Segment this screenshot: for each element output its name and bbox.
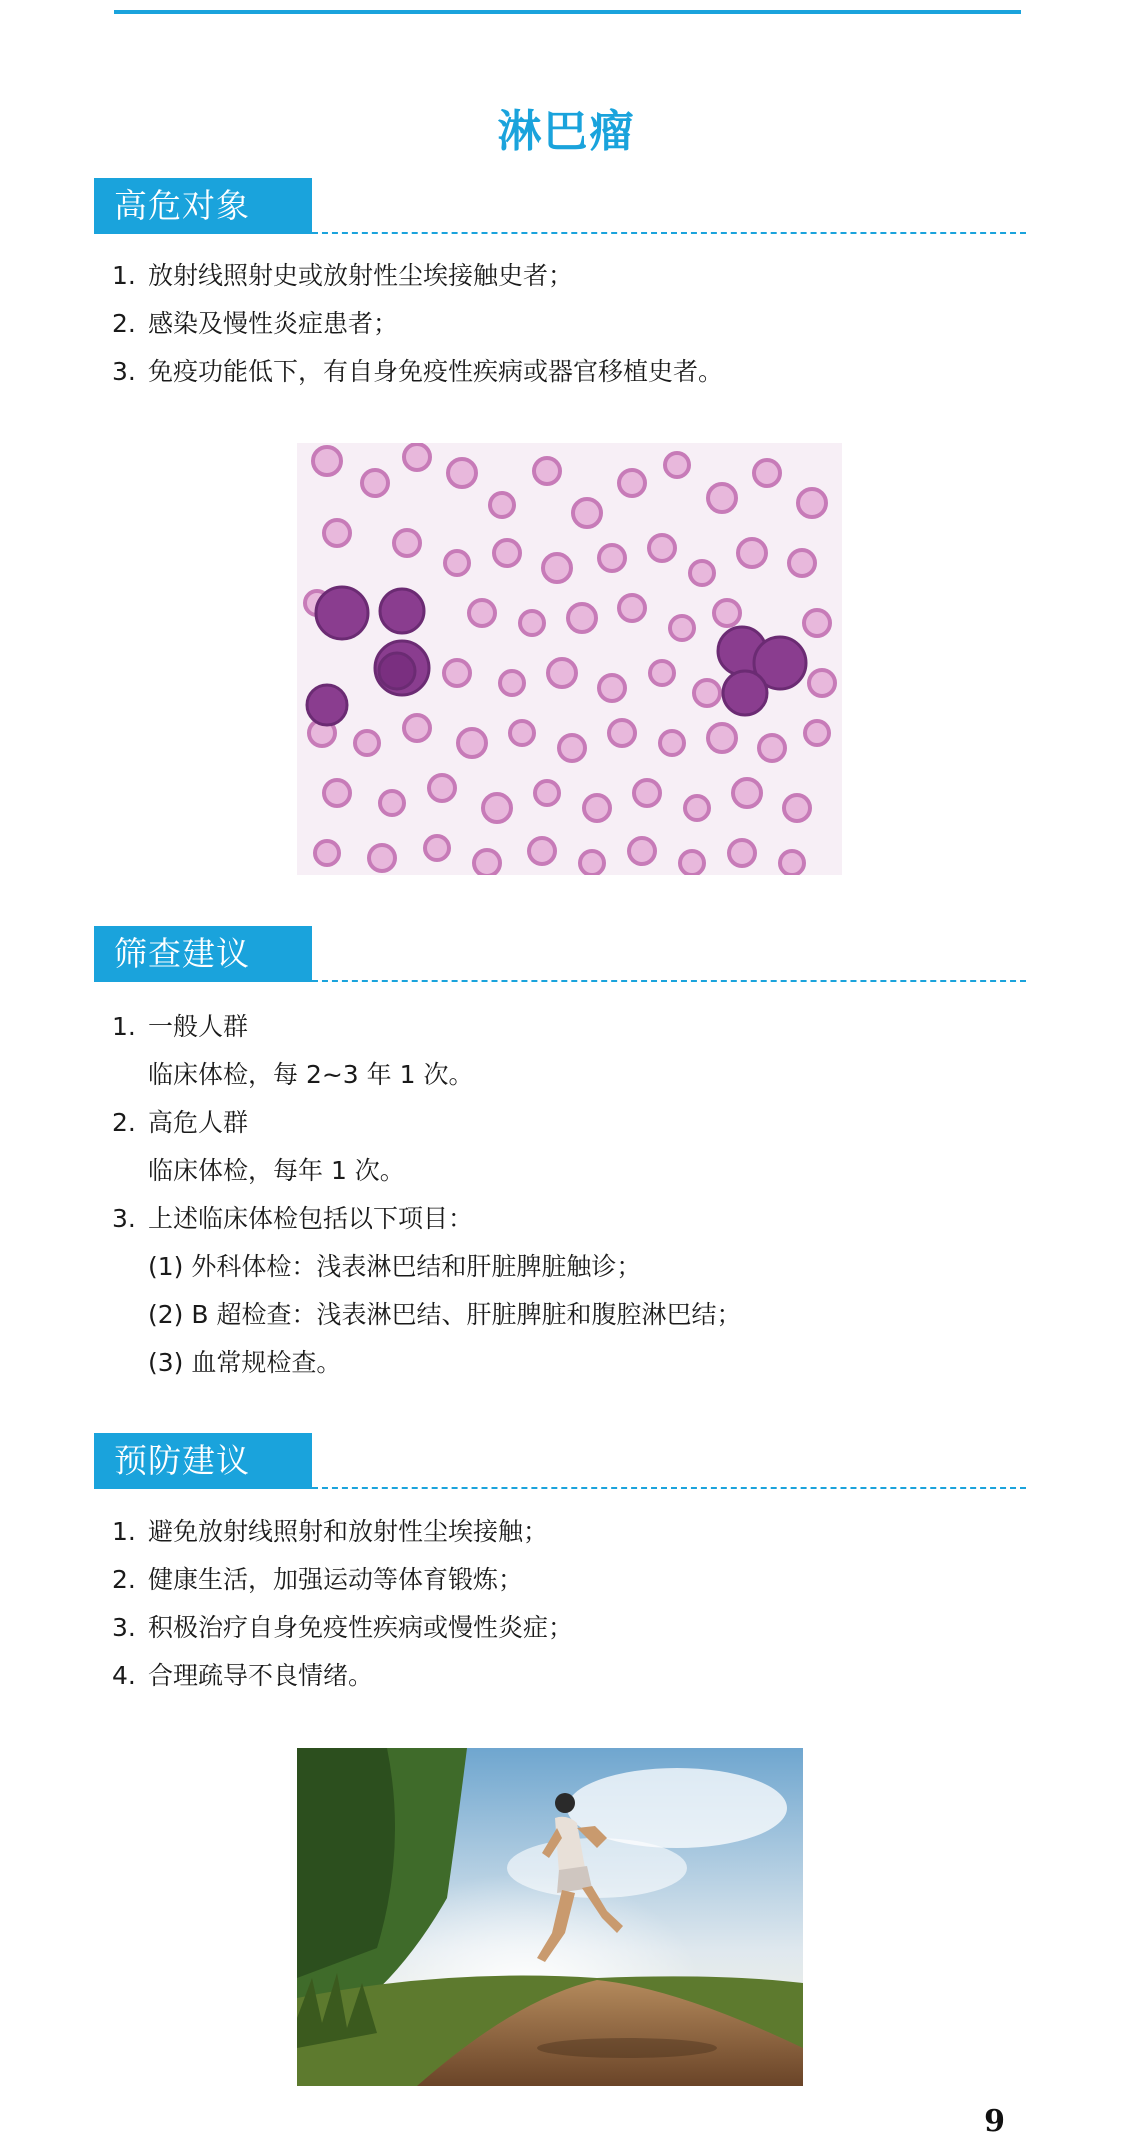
runner-photo: [297, 1748, 803, 2086]
section-header-risk: [94, 178, 1026, 234]
screening-list: [112, 1003, 1012, 1387]
section-label: 预防建议: [94, 1433, 312, 1489]
page-title: 淋巴瘤: [497, 106, 636, 157]
list-item: 1. 避免放射线照射和放射性尘埃接触；: [112, 1517, 549, 1546]
top-rule: [114, 10, 1021, 14]
dashed-divider: [312, 980, 1026, 982]
list-subitem: (2) B 超检查：浅表淋巴结、肝脏脾脏和腹腔淋巴结；: [148, 1300, 742, 1329]
page-number: 9: [984, 2104, 1005, 2139]
list-item: 1. 放射线照射史或放射性尘埃接触史者；: [112, 261, 574, 290]
list-item: 4. 合理疏导不良情绪。: [112, 1661, 374, 1690]
section-label: 高危对象: [94, 178, 312, 234]
list-item: 3. 积极治疗自身免疫性疾病或慢性炎症；: [112, 1613, 574, 1642]
list-item-detail: 临床体检，每 2~3 年 1 次。: [148, 1060, 474, 1089]
section-label: 筛查建议: [94, 926, 312, 982]
list-item-detail: 临床体检，每年 1 次。: [148, 1156, 405, 1185]
dashed-divider: [312, 1487, 1026, 1489]
list-item: 2. 健康生活，加强运动等体育锻炼；: [112, 1565, 524, 1594]
list-subitem: (1) 外科体检：浅表淋巴结和肝脏脾脏触诊；: [148, 1252, 642, 1281]
prevention-list: [112, 1508, 1012, 1700]
list-item: 1. 一般人群: [112, 1012, 249, 1041]
section-header-screening: [94, 926, 1026, 982]
section-header-prevention: [94, 1433, 1026, 1489]
blood-smear-image: [297, 443, 842, 875]
list-item: 2. 高危人群: [112, 1108, 249, 1137]
list-item: 3. 上述临床体检包括以下项目：: [112, 1204, 474, 1233]
list-subitem: (3) 血常规检查。: [148, 1348, 342, 1377]
list-item: 2. 感染及慢性炎症患者；: [112, 309, 399, 338]
dashed-divider: [312, 232, 1026, 234]
risk-list: [112, 252, 1012, 396]
list-item: 3. 免疫功能低下，有自身免疫性疾病或器官移植史者。: [112, 357, 724, 386]
